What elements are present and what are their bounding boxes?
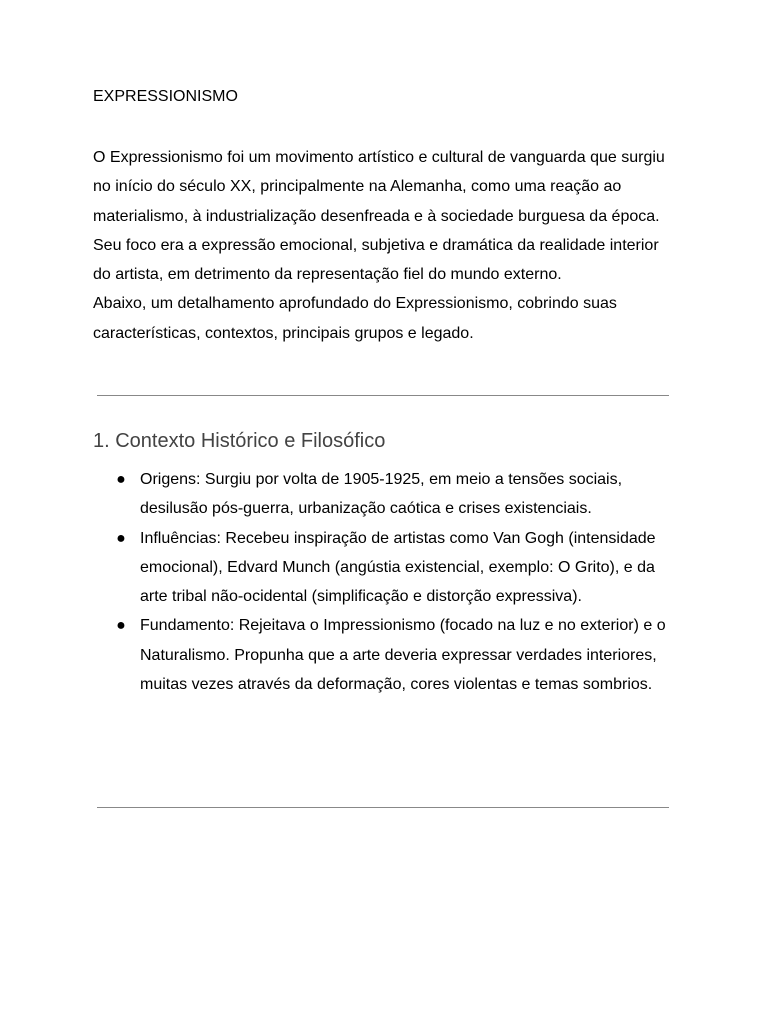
list-item-text: Fundamento: Rejeitava o Impressionismo (focado na luz e no exterior) e o Naturalismo. Propunha que a arte deveria expressar verdades interiores, muitas vezes através da deformação, cores violentas e temas sombrios. — [140, 617, 666, 694]
intro-paragraph: O Expressionismo foi um movimento artístico e cultural de vanguarda que surgiu no início do século XX, principalmente na Alemanha, como uma reação ao materialismo, à industrialização desenfreada e à sociedade burguesa da época. Seu foco era a expressão emocional, subjetiva e dramática da realidade interior do artista, em detrimento da representação fiel do mundo externo. — [93, 149, 665, 284]
bullet-icon: ● — [116, 471, 126, 488]
bullet-icon: ● — [116, 617, 126, 635]
list-item — [93, 611, 673, 699]
document-title: EXPRESSIONISMO — [93, 88, 238, 105]
list-item-text: Origens: Surgiu por volta de 1905-1925, em meio a tensões sociais, desilusão pós-guerra, urbanização caótica e crises existenciais. — [140, 471, 623, 518]
document-page — [93, 85, 673, 694]
bullet-list — [93, 465, 673, 699]
section-heading: 1. Contexto Histórico e Filosófico — [93, 430, 386, 452]
intro-section — [93, 143, 673, 348]
list-item — [93, 524, 673, 612]
intro-paragraph: Abaixo, um detalhamento aprofundado do Expressionismo, cobrindo suas características, contextos, principais grupos e legado. — [93, 295, 617, 342]
horizontal-divider — [97, 807, 669, 808]
horizontal-divider — [97, 395, 669, 396]
bullet-icon: ● — [116, 529, 126, 547]
list-item-text: Influências: Recebeu inspiração de artistas como Van Gogh (intensidade emocional), Edvard Munch (angústia existencial, exemplo: O Grito), e da arte tribal não-ocidental (simplificação e distorção expressiva). — [140, 529, 656, 606]
list-item — [93, 465, 673, 524]
